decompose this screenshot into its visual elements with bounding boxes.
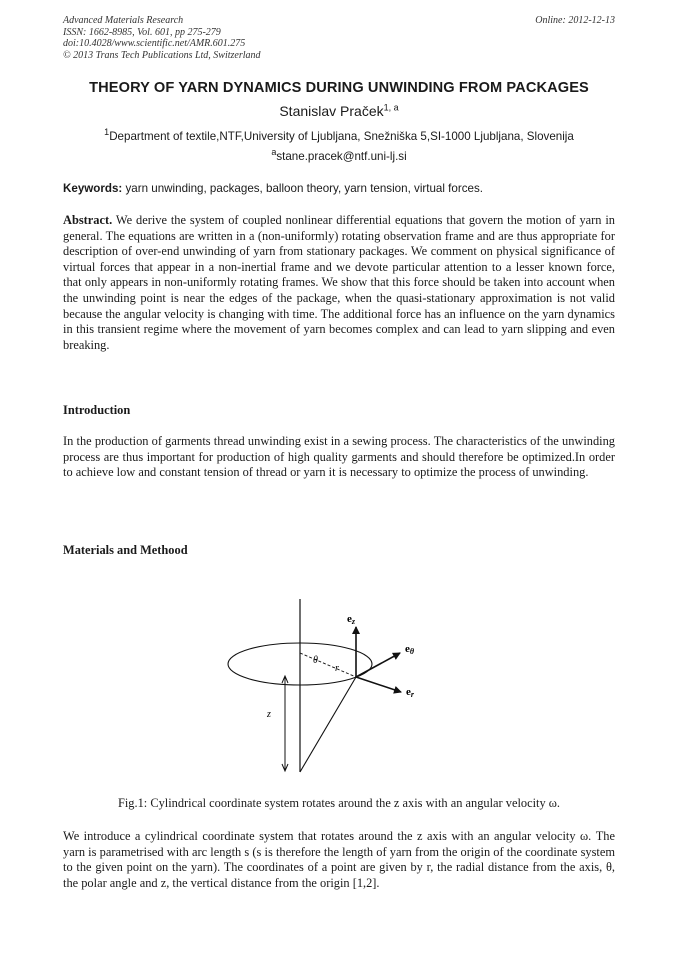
radius-dashed-line	[300, 653, 356, 677]
z-label: z	[267, 709, 271, 720]
copyright-line: © 2013 Trans Tech Publications Ltd, Switzerland	[63, 49, 261, 61]
introduction-heading: Introduction	[63, 403, 131, 417]
paper-title: THEORY OF YARN DYNAMICS DURING UNWINDING FROM PACKAGES	[89, 80, 589, 96]
etheta-label: eθ	[405, 643, 415, 656]
issn-line: ISSN: 1662-8985, Vol. 601, pp 275-279	[63, 26, 221, 38]
doi-line: doi:10.4028/www.scientific.net/AMR.601.275	[63, 38, 246, 49]
keywords-label: Keywords:	[63, 182, 123, 195]
er-label: er	[406, 686, 415, 699]
abstract-label: Abstract.	[63, 213, 113, 227]
running-header	[63, 15, 615, 61]
abstract-text: We derive the system of coupled nonlinear differential equations that govern the motion of yarn in general. The equations are written in a (non-uniformly) rotating observation frame and are thus appropriate for description of over-end unwinding of yarn from stationary packages. We comment on physical significance of virtual forces that appear in a non-inertial frame and we devote particular attention to a lesser known force, that only appears in non-uniformly rotating frames. We show that this force should be taken into account when the unwinding point is near the edges of the package, when the quasi-stationary approximation is not valid because the angular velocity is changing with time. The additional force has an influence on the yarn dynamics in this transient regime where the movement of yarn becomes complex and can lead to yarn slipping and even breaking.	[63, 213, 615, 352]
introduction-paragraph: In the production of garments thread unwinding exist in a sewing process. The characteristics of the unwinding process are thus important for production of high quality garments and should therefore be optimized.In order to achieve low and constant tension of thread or yarn it is necessary to optimize the process of unwinding.	[63, 434, 615, 480]
abstract	[63, 213, 615, 353]
email-address[interactable]: stane.pracek@ntf.uni-lj.si	[276, 150, 407, 163]
keywords-text: yarn unwinding, packages, balloon theory, yarn tension, virtual forces.	[122, 182, 483, 195]
online-date: Online: 2012-12-13	[535, 15, 615, 26]
yarn-line	[300, 677, 356, 772]
coordinate-system-figure	[215, 597, 440, 782]
email-line	[0, 147, 678, 163]
keywords	[63, 182, 615, 195]
journal-name: Advanced Materials Research	[63, 15, 184, 26]
affiliation-sup: 1	[104, 127, 110, 138]
materials-heading: Materials and Methood	[63, 543, 188, 557]
figure-caption: Fig.1: Cylindrical coordinate system rotates around the z axis with an angular velocity ω.	[117, 796, 561, 810]
email-sup: a	[271, 147, 277, 158]
affiliation-text: Department of textile,NTF,University of Ljubljana, Snežniška 5,SI-1000 Ljubljana, Slovenija	[109, 130, 574, 143]
body-paragraph: We introduce a cylindrical coordinate system that rotates around the z axis with an angular velocity ω. The yarn is parametrised with arc length s (s is therefore the length of yarn from the origin of the coordinate system to the given point on the yarn). The coordinates of a point are given by r, the radial distance from the axis, θ, the polar angle and z, the vertical distance from the origin [1,2].	[63, 829, 615, 890]
ez-label: ez	[347, 613, 356, 626]
r-label: r	[335, 663, 339, 674]
author-line	[0, 103, 678, 119]
etheta-vector	[356, 653, 400, 677]
er-vector	[356, 677, 401, 692]
theta-label: θ	[313, 655, 318, 666]
affiliation	[0, 127, 678, 143]
author-sup: 1, a	[383, 102, 399, 113]
author-name: Stanislav Praček	[279, 103, 384, 119]
